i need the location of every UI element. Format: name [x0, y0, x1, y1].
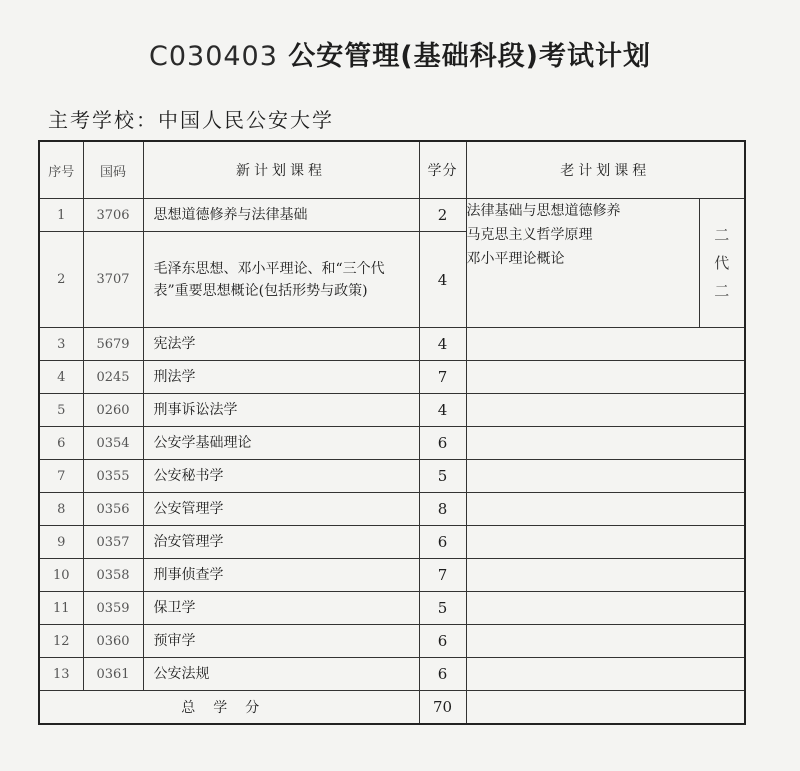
row-seq: 9 [39, 526, 83, 559]
old-course-empty [466, 592, 745, 625]
row-course: 预审学 [143, 625, 419, 658]
old-course-empty [466, 394, 745, 427]
old-course-empty [466, 691, 745, 724]
old-course-empty [466, 559, 745, 592]
row-credit: 4 [419, 394, 466, 427]
row-seq: 13 [39, 658, 83, 691]
row-course: 保卫学 [143, 592, 419, 625]
row-code: 0360 [83, 625, 143, 658]
row-seq: 5 [39, 394, 83, 427]
old-course-item: 邓小平理论概论 [466, 251, 565, 267]
table-row [39, 328, 745, 361]
header-code: 国码 [83, 141, 143, 199]
row-course: 治安管理学 [143, 526, 419, 559]
table-row [39, 526, 745, 559]
old-course-empty [466, 460, 745, 493]
plan-code: C030403 [148, 41, 278, 72]
row-seq: 10 [39, 559, 83, 592]
row-credit: 8 [419, 493, 466, 526]
row-code: 3706 [83, 199, 143, 232]
row-credit: 2 [419, 199, 466, 232]
row-course: 公安秘书学 [143, 460, 419, 493]
school-label: 主考学校：中国人民公安大学 [48, 108, 334, 132]
old-course-item: 马克思主义哲学原理 [466, 227, 593, 243]
old-course-list [466, 199, 699, 328]
row-code: 0355 [83, 460, 143, 493]
row-course: 刑事侦查学 [143, 559, 419, 592]
row-credit: 6 [419, 625, 466, 658]
row-credit: 6 [419, 427, 466, 460]
total-label: 总学分 [39, 691, 419, 724]
row-seq: 11 [39, 592, 83, 625]
old-replacement-note: 二 代 二 [699, 199, 745, 328]
row-course: 思想道德修养与法律基础 [143, 199, 419, 232]
table-row [39, 592, 745, 625]
exam-plan-table [38, 140, 746, 725]
plan-name: 公安管理(基础科段)考试计划 [277, 41, 651, 72]
row-code: 0359 [83, 592, 143, 625]
row-credit: 4 [419, 232, 466, 328]
row-credit: 4 [419, 328, 466, 361]
row-seq: 6 [39, 427, 83, 460]
total-credit: 70 [419, 691, 466, 724]
old-course-empty [466, 427, 745, 460]
row-seq: 8 [39, 493, 83, 526]
row-seq: 12 [39, 625, 83, 658]
header-new-course: 新计划课程 [143, 141, 419, 199]
row-code: 3707 [83, 232, 143, 328]
row-credit: 7 [419, 559, 466, 592]
table-row [39, 394, 745, 427]
row-credit: 6 [419, 526, 466, 559]
old-course-empty [466, 658, 745, 691]
header-old-course: 老计划课程 [466, 141, 745, 199]
old-course-empty [466, 625, 745, 658]
row-course: 刑事诉讼法学 [143, 394, 419, 427]
table-row [39, 460, 745, 493]
old-course-empty [466, 361, 745, 394]
row-course: 公安学基础理论 [143, 427, 419, 460]
old-course-empty [466, 493, 745, 526]
table-row [39, 625, 745, 658]
row-seq: 3 [39, 328, 83, 361]
row-course: 宪法学 [143, 328, 419, 361]
row-course: 公安法规 [143, 658, 419, 691]
row-code: 0358 [83, 559, 143, 592]
row-credit: 5 [419, 592, 466, 625]
row-seq: 4 [39, 361, 83, 394]
row-seq: 7 [39, 460, 83, 493]
old-course-empty [466, 328, 745, 361]
table-row [39, 493, 745, 526]
row-code: 5679 [83, 328, 143, 361]
table-header-row [39, 141, 745, 199]
row-code: 0361 [83, 658, 143, 691]
total-row [39, 691, 745, 724]
row-code: 0354 [83, 427, 143, 460]
table-row [39, 199, 745, 232]
row-code: 0245 [83, 361, 143, 394]
row-code: 0357 [83, 526, 143, 559]
table-row [39, 658, 745, 691]
row-course: 刑法学 [143, 361, 419, 394]
row-seq: 1 [39, 199, 83, 232]
row-credit: 6 [419, 658, 466, 691]
row-code: 0260 [83, 394, 143, 427]
row-credit: 5 [419, 460, 466, 493]
row-code: 0356 [83, 493, 143, 526]
row-course: 公安管理学 [143, 493, 419, 526]
old-course-item: 法律基础与思想道德修养 [466, 203, 621, 219]
row-credit: 7 [419, 361, 466, 394]
row-course: 毛泽东思想、邓小平理论、和“三个代表”重要思想概论(包括形势与政策) [143, 232, 419, 328]
table-row [39, 559, 745, 592]
page-title [0, 34, 800, 73]
header-seq: 序号 [39, 141, 83, 199]
row-seq: 2 [39, 232, 83, 328]
table-row [39, 427, 745, 460]
old-course-empty [466, 526, 745, 559]
header-credit: 学分 [419, 141, 466, 199]
table-row [39, 361, 745, 394]
